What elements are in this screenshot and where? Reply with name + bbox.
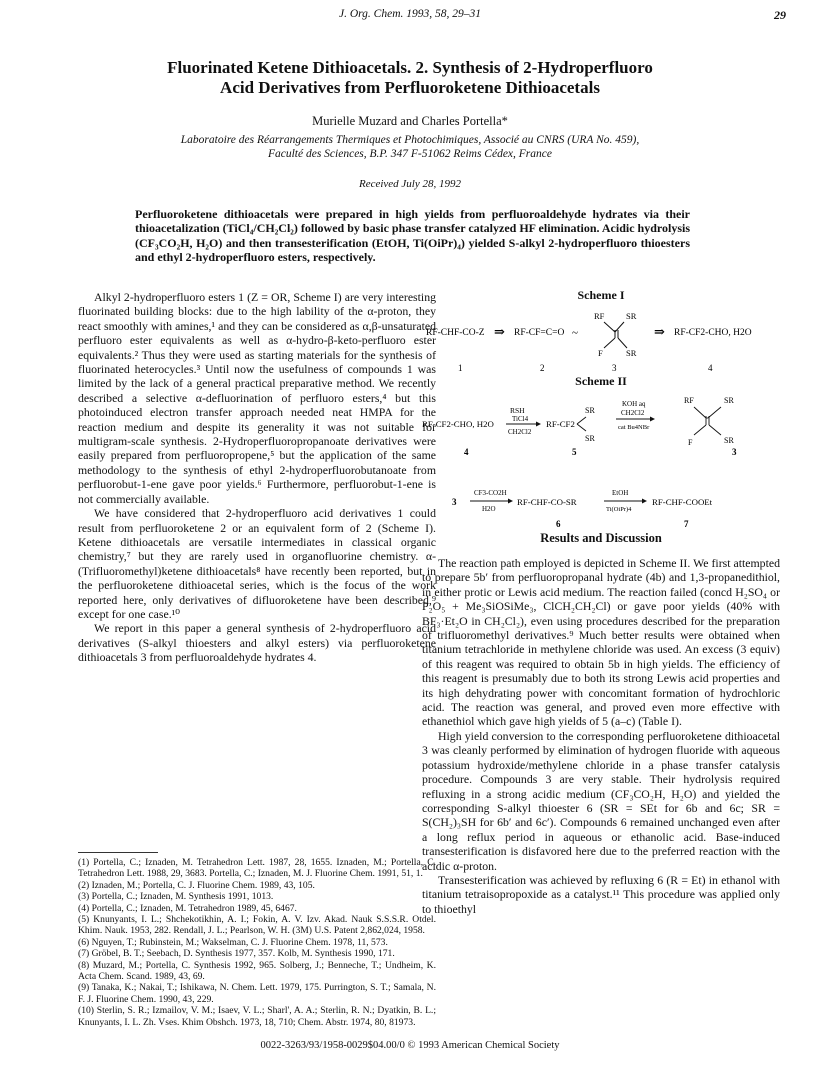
sr-label: SR [585,434,595,443]
page-number: 29 [774,8,786,22]
footnote: (4) Portella, C.; Iznaden, M. Tetrahedron 1989, 45, 6467. [78,902,297,914]
title-line-1: Fluorinated Ketene Dithioacetals. 2. Synthesis of 2-Hydroperfluoro [167,58,653,77]
bond-line [709,425,721,435]
compound-4-formula: RF-CF2-CHO, H2O [422,419,494,429]
reagent-label: CF3-CO2H [474,489,507,497]
abstract: Perfluoroketene dithioacetals were prepared in high yields from perfluoroaldehyde hydrates via their thioacetalization (TiCl₄/CH₂Cl₂) followed by basic phase transfer catalyzed HF elimination. Acidic hydrolysis (CF₃CO₂H, H₂O) and then transesterification (EtOH, Ti(OiPr)₄) yielded S-alkyl 2-hydroperfluoro thioesters and ethyl 2-hydroperfluoro esters, respectively. [135,207,691,265]
paragraph: The reaction path employed is depicted in Scheme II. We first attempted to prepare 5b′ from perfluoropropanal hydrate (4b) and 1,3-propanedithiol, in either protic or Lewis acid medium. The reaction failed (concd H₂SO₄ or P₂O₅ + Me₃SiOSiMe₃, ClCH₂CH₂Cl) or gave poor yields (40% with BF₃·Et₂O in CH₂Cl₂), even using procedures described for the preparation of trifluoromethyl derivatives.⁹ Much better results were obtained when titanium tetrachloride in methylene chloride was used. An excess (3 equiv) of this reagent was required to obtain 5b in high yields. The efficiency of this reagent is presumably due to both its strong Lewis acid properties and its high dehydrating power with concomitant formation of hydrochloric acid. The reaction was general, and proved even more effective with ethanethiol which gave high yields of 5 (a–c) (Table I). [422,556,780,729]
reagent-label: RSH [510,406,525,415]
bond-line [604,338,615,348]
paragraph: We have considered that 2-hydroperfluoro acid derivatives 1 could result from perfluoroketene 2 or an equivalent form of 2 (Scheme I). Ketene dithioacetals are versatile intermediates in classical organic chemistry,⁷ but they are rarely used in organofluorine chemistry. α-(Trifluoromethyl)ketene dithioacetals⁸ have recently been reported, but in the perfluoroketene dithioacetal series, which is the focus of the work reported here, only derivatives of difluoroketene have been described,⁹ except for one case.¹⁰ [78,506,436,621]
arrow-head [536,422,541,427]
scheme-1-diagram [422,303,780,373]
compound-number: 4 [708,363,713,373]
affiliation-line-1: Laboratoire des Réarrangements Thermiques et Photochimiques, Associé au CNRS (URA No. 459), [180,134,640,146]
compound-4-formula: RF-CF2-CHO, H2O [674,328,752,338]
scheme-2-title: Scheme II [575,374,627,388]
compound-1-formula: RF-CHF-CO-Z [426,328,485,338]
compound-number: 3 [452,497,457,507]
copyright-footer: 0022-3263/93/1958-0029$04.00/0 © 1993 American Chemical Society [260,1040,560,1051]
footnote: (6) Nguyen, T.; Rubinstein, M.; Wakselman, C. J. Fluorine Chem. 1978, 11, 573. [78,936,388,948]
compound-number: 6 [556,519,561,529]
bond-line [694,407,706,418]
compound-7-formula: RF-CHF-COOEt [652,497,713,507]
catalyst-label: cat Bu4NBr [618,424,650,431]
compound-number: 4 [464,447,469,457]
reagent-label: TiCl4 [512,415,529,423]
footnote: (9) Tanaka, K.; Nakai, T.; Ishikawa, N. Chem. Lett. 1979, 175. Purrington, S. T.; Samala, N. F. J. Fluorine Chem. 1990, 43, 229. [78,982,436,1005]
sr-label: SR [626,311,637,321]
compound-number: 1 [458,363,463,373]
sr-label: SR [626,348,637,358]
compound-number: 3 [612,363,617,373]
solvent-label: CH2Cl2 [508,428,532,436]
right-column-body [422,556,780,916]
footnote-divider [78,852,158,853]
footnote: (10) Sterlin, S. R.; Izmailov, V. M.; Isaev, V. L.; Sharl', A. A.; Sterlin, R. N.; Dyatkin, B. L.; Knunyants, I. L. Zh. Vses. Khim Obshch. 1973, 18, 710; Chem. Abstr. 1974, 80, 81973. [78,1005,436,1028]
reagent-label: KOH aq [622,400,646,408]
paragraph: High yield conversion to the corresponding perfluoroketene dithioacetal 3 was cleanly performed by elimination of hydrogen fluoride with aqueous potassium hydroxide/methylene chloride in a phase transfer catalysis procedure. Compounds 3 are very stable. Their hydrolysis required refluxing in a strong acidic medium (CF₃CO₂H, H₂O) and yielded the corresponding S-alkyl thioester 6 (SR = SEt for 6b and 6c; SR = S(CH₂)₃SH for 6b′ and 6c′). Compounds 6 remained unchanged even after a long reflux period in aqueous or ethanolic acid. Base-induced transesterification is disfavored here due to the preferred reaction with the acidic α-proton. [422,728,780,873]
f-label: F [598,348,603,358]
scheme-2 [422,374,780,539]
scheme-1-title: Scheme I [577,288,625,302]
footnote: (3) Portella, C.; Iznaden, M. Synthesis 1991, 1013. [78,891,274,903]
footnote: (7) Gröbel, B. T.; Seebach, D. Synthesis 1977, 357. Kolb, M. Synthesis 1990, 171. [78,948,395,960]
reagent-label: EtOH [612,489,629,497]
scheme-2-diagram [422,389,780,539]
arrow-head [508,499,513,504]
arrow-icon: ⇒ [494,324,505,339]
section-heading: Results and Discussion [540,531,662,545]
reagent-label: H2O [482,505,496,513]
arrow-head [642,499,647,504]
affiliation-line-2: Faculté des Sciences, B.P. 347 F-51062 Reims Cédex, France [267,147,552,160]
footnote: (5) Knunyants, I. L.; Shchekotikhin, A. I.; Fokin, A. V. Izv. Akad. Nauk S.S.S.R. Otdel. Khim. Nauk. 1953, 282. Rendall, J. L.; Pearlson, W. H. (3M) U.S. Patent 2,862,024, 1958. [78,914,436,937]
paragraph: Transesterification was achieved by refluxing 6 (R = Et) in ethanol with titanium tetraisopropoxide as a catalyst.¹¹ This procedure was applied only to thioethyl [422,872,780,916]
f-label: F [688,438,693,447]
scheme-1 [422,288,780,373]
footnote: (2) Iznaden, M.; Portella, C. J. Fluorine Chem. 1989, 43, 105. [78,879,315,891]
left-column-body [78,290,436,665]
sr-label: SR [724,436,734,445]
bond-line [615,322,624,332]
bond-line [604,322,615,332]
footnote: (8) Muzard, M.; Portella, C. Synthesis 1992, 965. Solberg, J.; Benneche, T.; Undheim, K. Acta Chem. Scand. 1989, 43, 69. [78,959,436,983]
equivalence-symbol: ~ [572,327,578,339]
title-line-2: Acid Derivatives from Perfluoroketene Dithioacetals [220,78,600,97]
sr-label: SR [724,396,734,405]
arrow-head [650,417,655,422]
arrow-icon: ⇒ [654,324,665,339]
compound-number: 2 [540,363,545,373]
compound-number: 5 [572,447,577,457]
bond-line [577,417,586,424]
received-date: Received July 28, 1992 [358,178,461,190]
footnotes [78,852,436,1028]
solvent-label: CH2Cl2 [621,409,645,417]
rf-label: RF [594,311,605,321]
bond-line [694,425,706,435]
catalyst-label: Ti(OiPr)4 [606,506,632,513]
compound-number: 3 [732,447,737,457]
bond-line [618,338,627,348]
footnote: (1) Portella, C.; Iznaden, M. Tetrahedron Lett. 1987, 28, 1655. Iznaden, M.; Portella, C. Tetrahedron Lett. 1988, 29, 3683. Portella, C.; Iznaden, M. J. Fluorine Chem. 1991, 51, 1. [78,857,436,880]
affiliation [120,134,700,161]
journal-header: J. Org. Chem. 1993, 58, 29–31 [338,8,482,20]
compound-2-formula: RF-CF=C=O [514,328,565,338]
paragraph: We report in this paper a general synthesis of 2-hydroperfluoro acid derivatives (S-alkyl thioesters and alkyl esters) via perfluoroketene dithioacetals 3 from perfluoroaldehyde hydrates 4. [78,621,436,665]
article-title [60,58,760,98]
rf-label: RF [684,396,694,405]
compound-6-formula: RF-CHF-CO-SR [517,497,577,507]
bond-line [577,424,586,431]
bond-line [708,407,721,418]
sr-label: SR [585,406,595,415]
compound-number: 7 [684,519,689,529]
paragraph: Alkyl 2-hydroperfluoro esters 1 (Z = OR, Scheme I) are very interesting fluorinated building blocks: due to the high lability of the α-proton, they react smoothly with amines,¹ and they can be considered as α,β-unsaturated perfluoro ester equivalents as well as α-hydro-β-keto-perfluoro ester equivalents.² Thus they were used as starting materials for the synthesis of fluorinated heterocycles.³ Until now the usefulness of compounds 1 was limited by the lack of a general practical preparative method. We recently described a selective α-defluorination of perfluoro esters,⁴ but this photoinduced electron transfer approach needed neat HMPA for the reaction medium and despite its generality it was not suitable for multigram-scale synthesis. 2-Hydroperfluoropropanoate derivatives were easily prepared from perfluoropropene,⁵ but the application of the same methodology to the synthesis of ethyl 2-hydroperfluorobutanoate from perfluorobut-1-ene gave poor yields.⁶ Furthermore, perfluorobut-1-ene is not commercially available. [78,290,436,506]
intermediate-formula: RF-CF2 [546,419,575,429]
authors: Murielle Muzard and Charles Portella* [312,114,508,128]
